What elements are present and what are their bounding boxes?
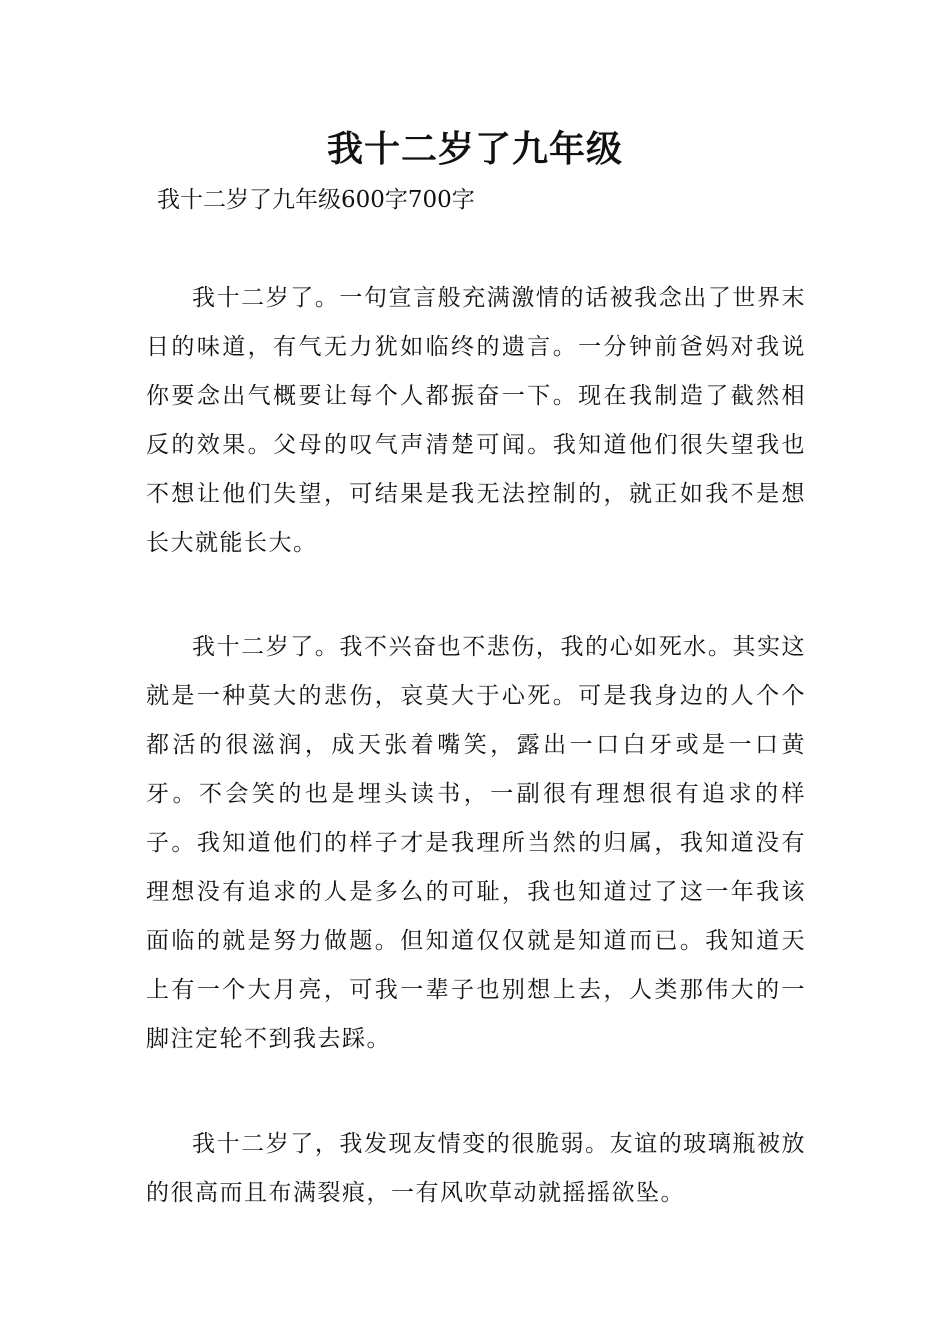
paragraph-3: 我十二岁了，我发现友情变的很脆弱。友谊的玻璃瓶被放的很高而且布满裂痕，一有风吹草动就摇摇欲坠。 xyxy=(146,1131,806,1206)
paragraph-2: 我十二岁了。我不兴奋也不悲伤，我的心如死水。其实这就是一种莫大的悲伤，哀莫大于心死。可是我身边的人个个都活的很滋润，成天张着嘴笑，露出一口白牙或是一口黄牙。不会笑的也是埋头读书，一副很有理想很有追求的样子。我知道他们的样子才是我理所当然的归属，我知道没有理想没有追求的人是多么的可耻，我也知道过了这一年我该面临的就是努力做题。但知道仅仅就是知道而已。我知道天上有一个大月亮，可我一辈子也别想上去，人类那伟大的一脚注定轮不到我去踩。 xyxy=(146,634,806,1052)
document-subtitle: 我十二岁了九年级600字700字 xyxy=(157,187,475,213)
document-title: 我十二岁了九年级 xyxy=(326,129,623,170)
paragraph-1: 我十二岁了。一句宣言般充满激情的话被我念出了世界末日的味道，有气无力犹如临终的遗言。一分钟前爸妈对我说你要念出气概要让每个人都振奋一下。现在我制造了截然相反的效果。父母的叹气声清楚可闻。我知道他们很失望我也不想让他们失望，可结果是我无法控制的，就正如我不是想长大就能长大。 xyxy=(146,285,806,556)
